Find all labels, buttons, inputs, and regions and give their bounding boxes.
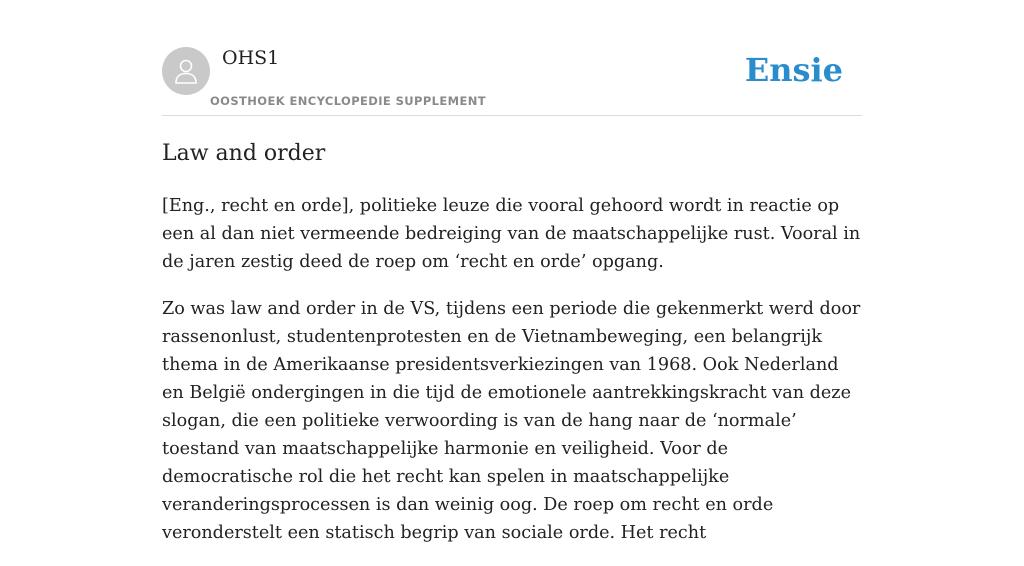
article-paragraph: Zo was law and order in de VS, tijdens een periode die gekenmerkt werd door rassenonlust, studentenprotesten en de Vietnambeweging, een belangrijk thema in de Amerikaanse presidentsverkiezingen van 1968. Ook Nederland en België ondergingen in die tijd de emotionele aantrekkingskracht van deze slogan, die een politieke verwoording is van de hang naar de ‘normale’ toestand van maatschappelijke harmonie en veiligheid. Voor de democratische rol die het recht kan spelen in maatschappelijke veranderingsprocessen is dan weinig oog. De roep om recht en orde veronderstelt een statisch begrip van sociale orde. Het recht xyxy=(162,299,861,543)
article-header xyxy=(162,46,862,116)
article-paragraph: [Eng., recht en orde], politieke leuze die vooral gehoord wordt in reactie op een al dan niet vermeende bedreiging van de maatschappelijke rust. Vooral in de jaren zestig deed de roep om ‘recht en orde’ opgang. xyxy=(162,196,861,272)
avatar[interactable] xyxy=(162,47,210,95)
brand-logo[interactable]: Ensie xyxy=(744,51,843,89)
article-body xyxy=(162,192,862,566)
article-title: Law and order xyxy=(162,141,326,166)
author-name[interactable]: OHS1 xyxy=(222,47,280,69)
user-icon xyxy=(171,56,201,86)
source-name[interactable]: OOSTHOEK ENCYCLOPEDIE SUPPLEMENT xyxy=(210,94,487,108)
